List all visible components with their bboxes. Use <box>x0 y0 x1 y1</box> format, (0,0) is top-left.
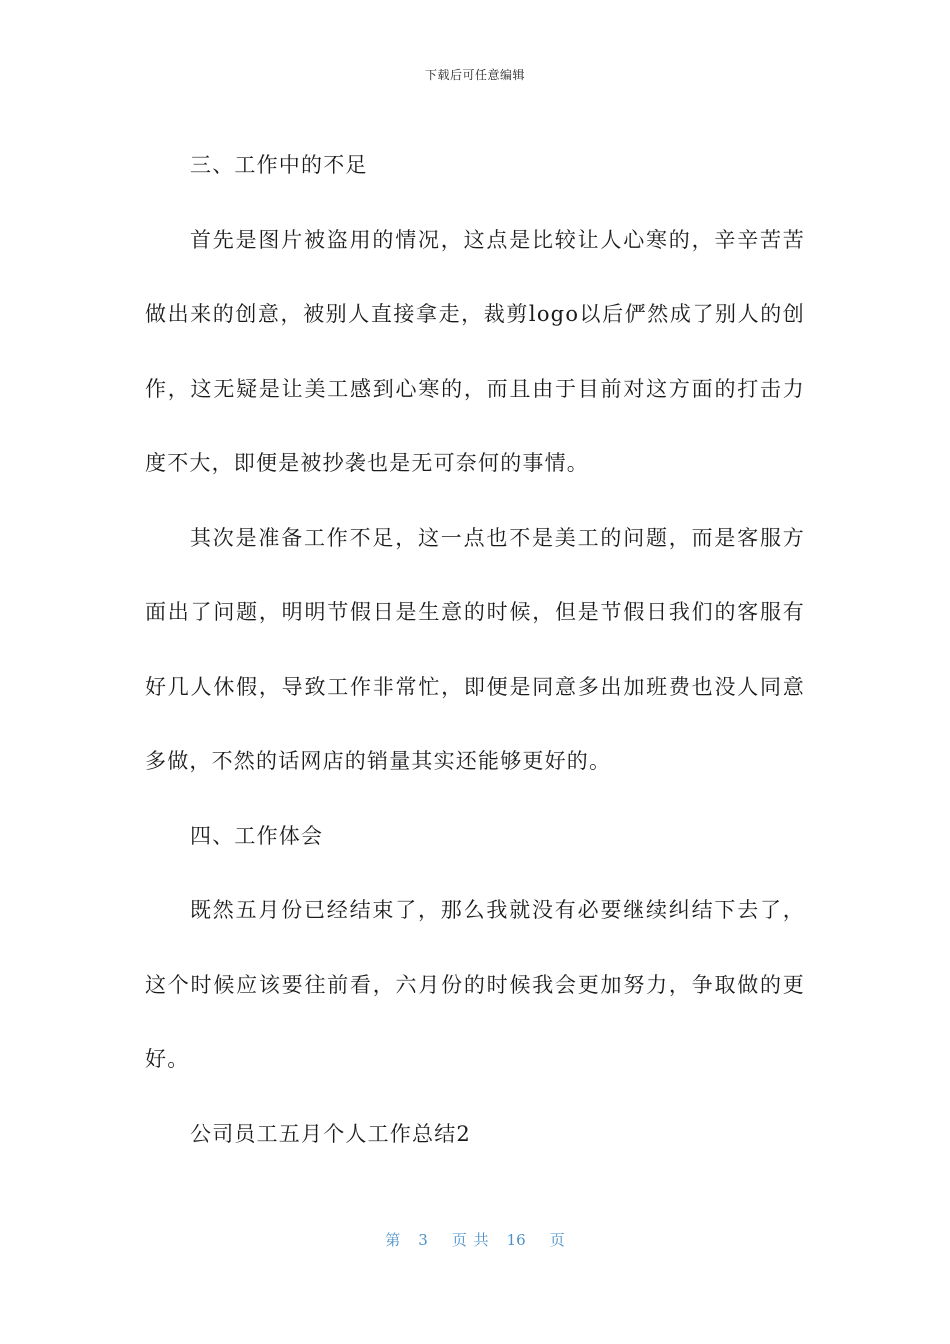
paragraph-image-theft: 首先是图片被盗用的情况，这点是比较让人心寒的，辛辛苦苦做出来的创意，被别人直接拿走，裁剪logo以后俨然成了别人的创作，这无疑是让美工感到心寒的，而且由于目前对这方面的打击力度不大，即便是被抄袭也是无可奈何的事情。 <box>145 227 805 475</box>
section-heading-shortcomings: 三、工作中的不足 <box>190 153 368 177</box>
header-note: 下载后可任意编辑 <box>424 68 525 82</box>
section-heading-summary-2: 公司员工五月个人工作总结2 <box>190 1121 471 1146</box>
section-heading-experience: 四、工作体会 <box>190 823 324 848</box>
footer-suffix: 页 <box>549 1231 565 1249</box>
paragraph-preparation: 其次是准备工作不足，这一点也不是美工的问题，而是客服方面出了问题，明明节假日是生意的时候，但是节假日我们的客服有好几人休假，导致工作非常忙，即便是同意多出加班费也没人同意多做，不然的话网店的销量其实还能够更好的。 <box>145 525 805 773</box>
footer-current-page: 3 <box>418 1231 428 1249</box>
document-body <box>145 128 805 1171</box>
footer-prefix: 第 <box>385 1231 401 1249</box>
footer-middle: 页 共 <box>451 1231 489 1249</box>
page-footer <box>0 1229 950 1250</box>
paragraph-conclusion: 既然五月份已经结束了，那么我就没有必要继续纠结下去了，这个时候应该要往前看，六月份的时候我会更加努力，争取做的更好。 <box>145 898 805 1071</box>
footer-total-pages: 16 <box>506 1231 526 1249</box>
